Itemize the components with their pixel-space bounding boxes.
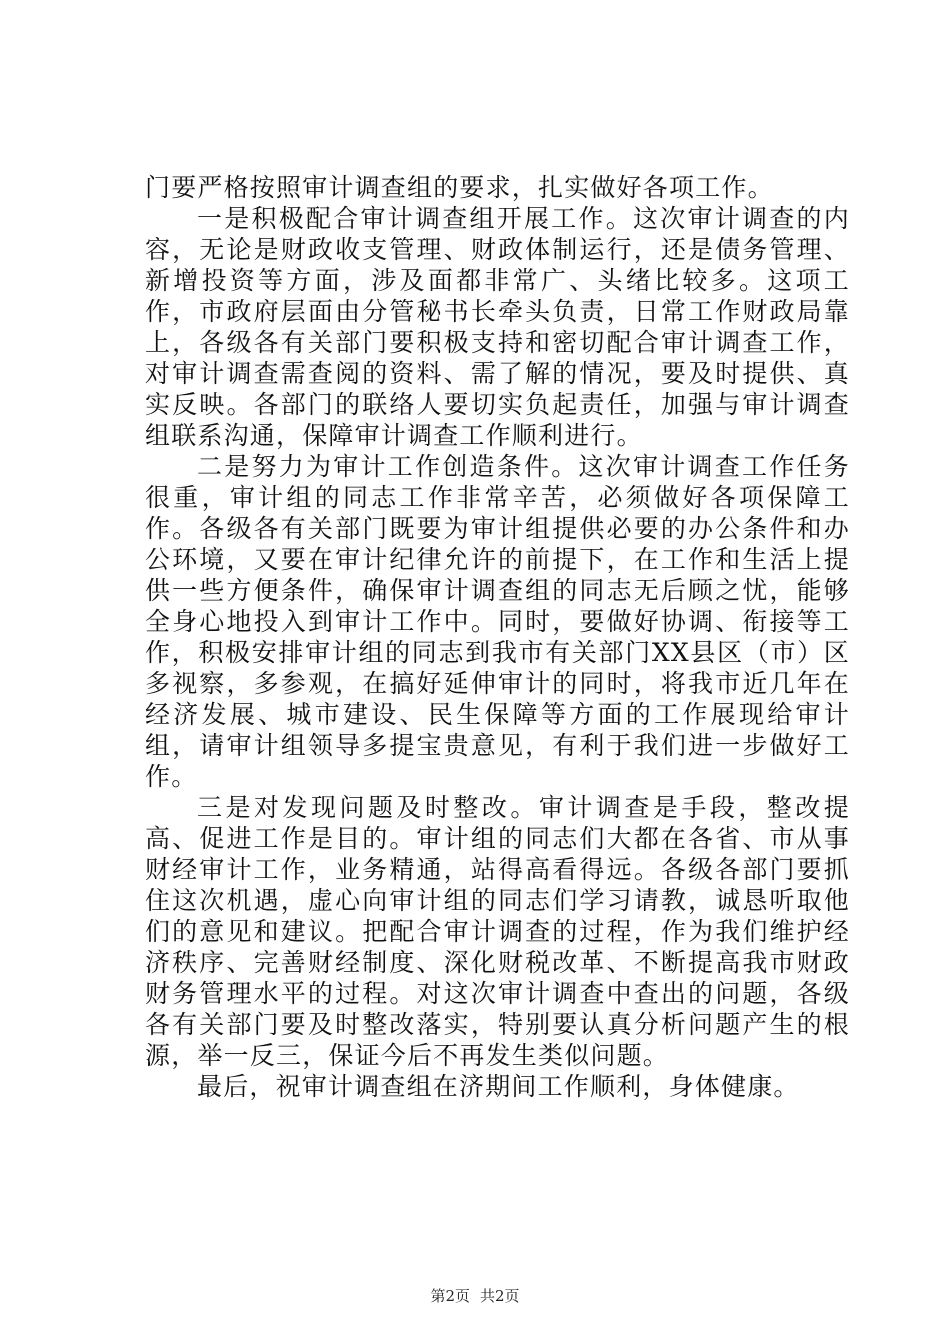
paragraph-continuation: 门要严格按照审计调查组的要求，扎实做好各项工作。 <box>145 173 774 202</box>
page-number-total: 共2页 <box>480 1287 520 1305</box>
document-body <box>145 172 850 1102</box>
paragraph-point-two: 二是努力为审计工作创造条件。这次审计调查工作任务很重，审计组的同志工作非常辛苦，必须做好各项保障工作。各级各有关部门既要为审计组提供必要的办公条件和办公环境，又要在审计纪律允许的前提下，在工作和生活上提供一些方便条件，确保审计调查组的同志无后顾之忧，能够全身心地投入到审计工作中。同时，要做好协调、衔接等工作，积极安排审计组的同志到我市有关部门XX县区（市）区多视察，多参观，在搞好延伸审计的同时，将我市近几年在经济发展、城市建设、民生保障等方面的工作展现给审计组，请审计组领导多提宝贵意见，有利于我们进一步做好工作。 <box>145 452 850 791</box>
paragraph-point-one: 一是积极配合审计调查组开展工作。这次审计调查的内容，无论是财政收支管理、财政体制运行，还是债务管理、新增投资等方面，涉及面都非常广、头绪比较多。这项工作，市政府层面由分管秘书长牵头负责，日常工作财政局靠上，各级各有关部门要积极支持和密切配合审计调查工作，对审计调查需查阅的资料、需了解的情况，要及时提供、真实反映。各部门的联络人要切实负起责任，加强与审计调查组联系沟通，保障审计调查工作顺利进行。 <box>145 204 850 450</box>
page-number-current: 第2页 <box>430 1287 470 1305</box>
paragraph-point-three: 三是对发现问题及时整改。审计调查是手段，整改提高、促进工作是目的。审计组的同志们大都在各省、市从事财经审计工作，业务精通，站得高看得远。各级各部门要抓住这次机遇，虚心向审计组的同志们学习请教，诚恳听取他们的意见和建议。把配合审计调查的过程，作为我们维护经济秩序、完善财经制度、深化财税改革、不断提高我市财政财务管理水平的过程。对这次审计调查中查出的问题，各级各有关部门要及时整改落实，特别要认真分析问题产生的根源，举一反三，保证今后不再发生类似问题。 <box>145 793 850 1070</box>
paragraph-closing: 最后，祝审计调查组在济期间工作顺利，身体健康。 <box>197 1072 800 1101</box>
page-footer <box>0 1287 950 1305</box>
